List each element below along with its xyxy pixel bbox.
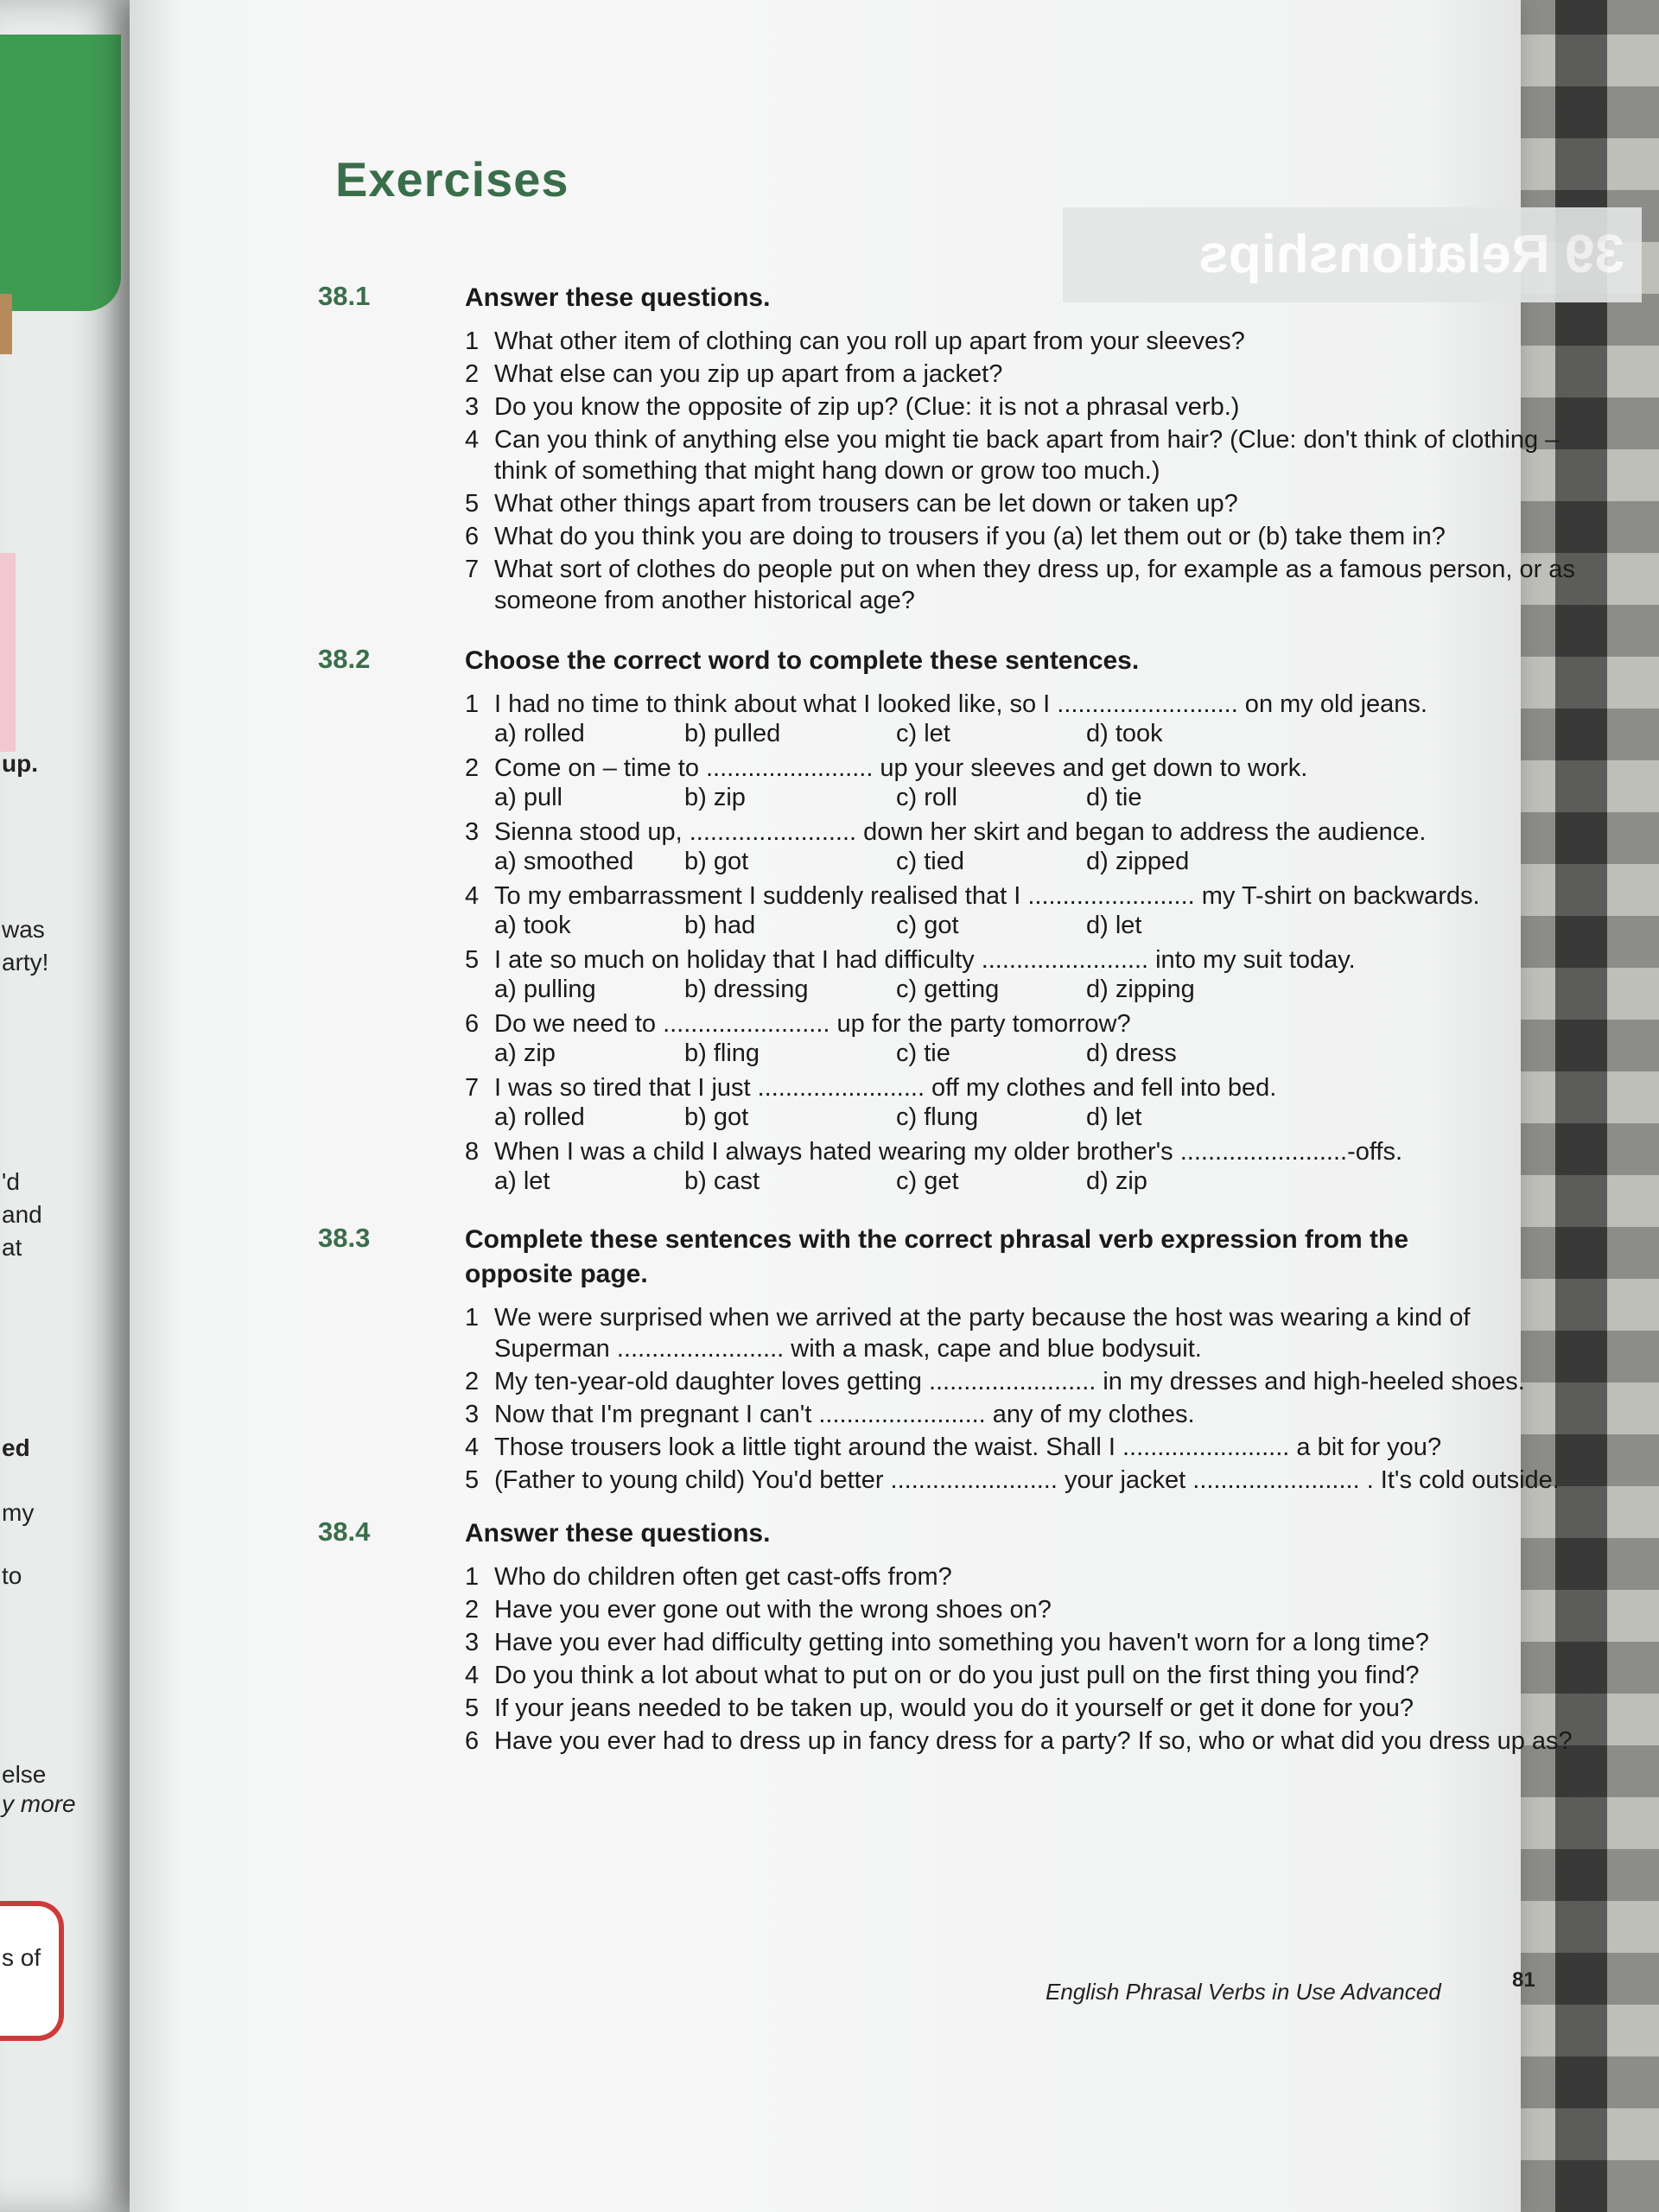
page-title: Exercises bbox=[335, 152, 569, 207]
question: 4 To my embarrassment I suddenly realised that I ........................ my T-shirt on backwards. bbox=[465, 882, 1480, 910]
question: 4 Those trousers look a little tight around the waist. Shall I ........................ a bit for you? bbox=[465, 1433, 1442, 1461]
left-fragment: and bbox=[2, 1201, 42, 1228]
section-title: Complete these sentences with the correct phrasal verb expression from the opposite page. bbox=[465, 1225, 1409, 1288]
question: 3 Sienna stood up, ........................ down her skirt and began to address the audience. bbox=[465, 818, 1427, 846]
question: 7 I was so tired that I just ........................ off my clothes and fell into bed. bbox=[465, 1074, 1277, 1102]
question: 4 Can you think of anything else you might tie back apart from hair? (Clue: don't think of clothing – think of something that might hang down or grow too much.) bbox=[465, 426, 1560, 485]
question: 1 Who do children often get cast-offs from? bbox=[465, 1563, 952, 1591]
green-tab bbox=[0, 35, 121, 311]
page-number: 81 bbox=[1512, 1968, 1535, 1992]
book-title-footer: English Phrasal Verbs in Use Advanced bbox=[1046, 1979, 1441, 2005]
left-fragment: to bbox=[2, 1562, 22, 1589]
tan-box bbox=[0, 294, 12, 354]
question: 1 We were surprised when we arrived at the party because the host was wearing a kind of Superman ........................ with a mask, cape and blue bodysuit. bbox=[465, 1304, 1471, 1363]
answer-options: a) rolled b) got c) flung d) let bbox=[494, 1103, 1142, 1131]
question: 1 What other item of clothing can you roll up apart from your sleeves? bbox=[465, 327, 1245, 355]
question: 3 Have you ever had difficulty getting into something you haven't worn for a long time? bbox=[465, 1629, 1429, 1656]
section-number: 38.4 bbox=[318, 1516, 371, 1547]
section-number: 38.2 bbox=[318, 644, 371, 674]
left-fragment: 'd bbox=[2, 1168, 20, 1195]
section-title: Answer these questions. bbox=[465, 283, 771, 312]
question: 7 What sort of clothes do people put on when they dress up, for example as a famous person, or as someone from another historical age? bbox=[465, 556, 1575, 614]
left-fragment: y more bbox=[2, 1790, 76, 1817]
left-fragment: my bbox=[2, 1499, 35, 1526]
question: 2 My ten-year-old daughter loves getting ........................ in my dresses and high-heeled shoes. bbox=[465, 1368, 1525, 1395]
question: 2 Have you ever gone out with the wrong shoes on? bbox=[465, 1596, 1052, 1624]
question: 1 I had no time to think about what I looked like, so I .......................... on my old jeans. bbox=[465, 690, 1427, 718]
answer-options: a) rolled b) pulled c) let d) took bbox=[494, 720, 1163, 747]
left-fragment: else bbox=[2, 1761, 47, 1788]
question: 6 What do you think you are doing to trousers if you (a) let them out or (b) take them in? bbox=[465, 523, 1446, 550]
question: 5 I ate so much on holiday that I had difficulty ........................ into my suit today. bbox=[465, 946, 1356, 974]
answer-options: a) pull b) zip c) roll d) tie bbox=[494, 784, 1142, 811]
question: 3 Now that I'm pregnant I can't ........................ any of my clothes. bbox=[465, 1401, 1195, 1428]
section-title: Choose the correct word to complete these sentences. bbox=[465, 646, 1140, 675]
question: 2 What else can you zip up apart from a jacket? bbox=[465, 360, 1003, 388]
answer-options: a) smoothed b) got c) tied d) zipped bbox=[494, 848, 1190, 875]
left-facing-page bbox=[0, 0, 130, 2212]
section-number: 38.1 bbox=[318, 281, 371, 311]
answer-options: a) took b) had c) got d) let bbox=[494, 912, 1142, 939]
question: 8 When I was a child I always hated wearing my older brother's ........................-offs. bbox=[465, 1138, 1403, 1166]
question: 3 Do you know the opposite of zip up? (Clue: it is not a phrasal verb.) bbox=[465, 393, 1240, 421]
left-fragment: was bbox=[2, 916, 45, 943]
left-fragment: arty! bbox=[2, 949, 49, 976]
question: 5 (Father to young child) You'd better ........................ your jacket ........................ . It's cold outside. bbox=[465, 1466, 1560, 1494]
left-fragment: ed bbox=[2, 1434, 30, 1461]
left-fragment: up. bbox=[2, 750, 38, 777]
question: 2 Come on – time to ........................ up your sleeves and get down to work. bbox=[465, 754, 1308, 782]
question: 6 Do we need to ........................ up for the party tomorrow? bbox=[465, 1010, 1131, 1038]
question: 5 If your jeans needed to be taken up, would you do it yourself or get it done for you? bbox=[465, 1694, 1414, 1722]
question: 5 What other things apart from trousers can be let down or taken up? bbox=[465, 490, 1238, 518]
book-page bbox=[130, 0, 1624, 2212]
question: 6 Have you ever had to dress up in fancy dress for a party? If so, who or what did you dress up as? bbox=[465, 1727, 1573, 1755]
section-number: 38.3 bbox=[318, 1223, 371, 1253]
question: 4 Do you think a lot about what to put on or do you just pull on the first thing you find? bbox=[465, 1662, 1420, 1689]
answer-options: a) pulling b) dressing c) getting d) zipping bbox=[494, 976, 1195, 1003]
show-through-heading: 39 Relationships bbox=[1063, 207, 1642, 302]
answer-options: a) let b) cast c) get d) zip bbox=[494, 1167, 1147, 1195]
left-fragment: at bbox=[2, 1234, 22, 1261]
answer-options: a) zip b) fling c) tie d) dress bbox=[494, 1039, 1177, 1067]
section-title: Answer these questions. bbox=[465, 1519, 771, 1548]
left-fragment: s of bbox=[2, 1944, 41, 1971]
pink-box bbox=[0, 553, 16, 752]
